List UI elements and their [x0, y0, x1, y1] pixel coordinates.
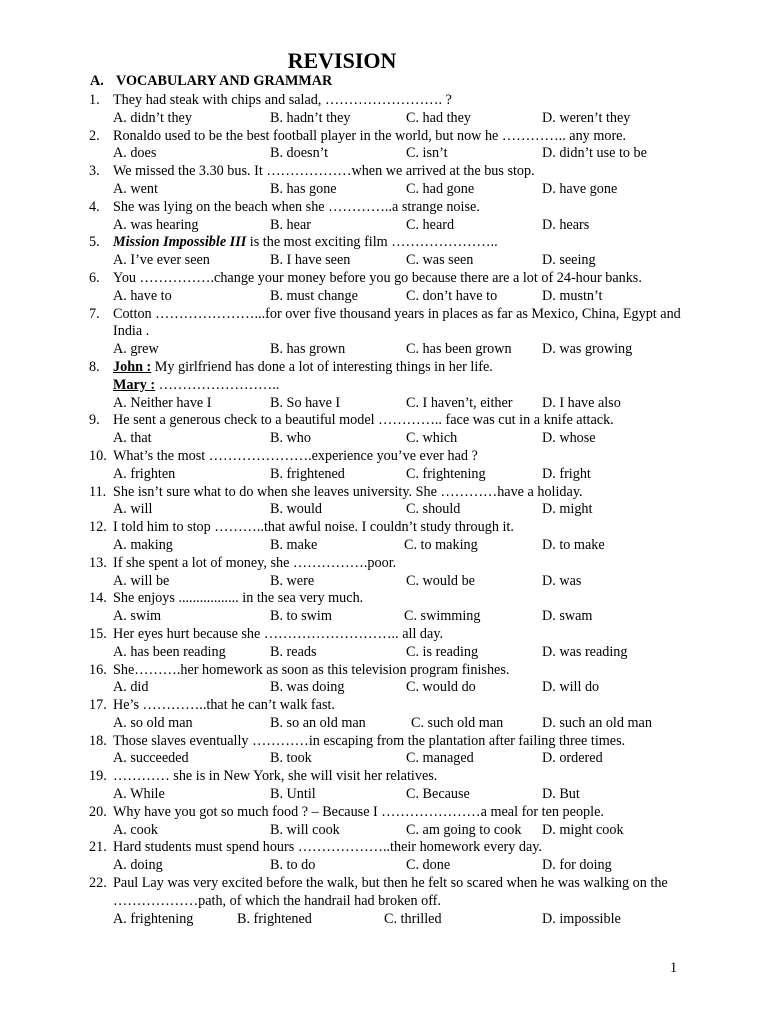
answer-options: [89, 466, 689, 484]
answer-option: C. heard: [406, 216, 455, 233]
question-text: [113, 199, 689, 217]
answer-option: A. have to: [113, 287, 172, 304]
question-text-body: If she spent a lot of money, she …………….poor.: [113, 554, 397, 571]
answer-option: A. frightening: [113, 910, 194, 927]
answer-option: B. would: [270, 501, 323, 518]
answer-options: [89, 252, 689, 270]
question-text-body: She isn’t sure what to do when she leaves university. She …………have a holiday.: [113, 483, 583, 500]
answer-option: A. swim: [113, 608, 162, 625]
question-item: [89, 270, 689, 306]
emphasized-title: Mission Impossible III: [113, 234, 247, 251]
question-item: [89, 448, 689, 484]
answer-option: D. hears: [542, 216, 590, 233]
answer-option: B. must change: [270, 287, 358, 304]
answer-option: A. did: [113, 679, 149, 696]
question-item: [89, 92, 689, 128]
answer-option: D. impossible: [542, 910, 621, 927]
answer-option: D. might: [542, 501, 593, 518]
question-text-body: Those slaves eventually …………in escaping from the plantation after failing three times.: [113, 732, 626, 749]
answer-option: A. While: [113, 786, 165, 803]
question-text-body: Why have you got so much food ? – Because I …………………a meal for ten people.: [113, 803, 604, 820]
question-text: [113, 92, 689, 110]
answer-options: [89, 679, 689, 697]
answer-options: [89, 430, 689, 448]
answer-option: A. was hearing: [113, 216, 199, 233]
question-number: 20.: [89, 803, 107, 820]
question-item: [89, 804, 689, 840]
question-number: 10.: [89, 447, 107, 464]
question-text: [113, 555, 689, 573]
question-row: [89, 875, 689, 911]
answer-options: [89, 715, 689, 733]
answer-option: C. frightening: [406, 465, 486, 482]
answer-option: D. I have also: [542, 394, 621, 411]
question-text: [113, 128, 689, 146]
answer-option: A. making: [113, 536, 173, 553]
question-number: 2.: [89, 127, 100, 144]
question-text: [113, 697, 689, 715]
answer-option: A. doing: [113, 857, 163, 874]
answer-option: D. such an old man: [542, 714, 652, 731]
answer-option: C. is reading: [406, 643, 479, 660]
question-row: [89, 662, 689, 680]
question-row: [89, 234, 689, 252]
question-text-body: They had steak with chips and salad, ……………………. ?: [113, 92, 452, 108]
question-item: [89, 412, 689, 448]
answer-option: A. will: [113, 501, 153, 518]
answer-option: B. hear: [270, 216, 311, 233]
answer-option: A. has been reading: [113, 643, 226, 660]
question-row: [89, 448, 689, 466]
question-row: [89, 697, 689, 715]
answer-option: B. so an old man: [270, 714, 366, 731]
question-number: 6.: [89, 269, 100, 286]
answer-option: B. will cook: [270, 821, 340, 838]
question-number: 1.: [89, 92, 100, 108]
answer-option: C. which: [406, 430, 458, 447]
answer-option: A. succeeded: [113, 750, 189, 767]
answer-option: A. will be: [113, 572, 170, 589]
answer-option: D. But: [542, 786, 580, 803]
question-item: [89, 128, 689, 164]
question-list: [89, 92, 689, 928]
question-number: 12.: [89, 519, 107, 536]
question-text: [113, 839, 689, 857]
answer-option: A. does: [113, 145, 157, 162]
question-text: [113, 412, 689, 430]
answer-option: A. that: [113, 430, 152, 447]
question-text: [113, 590, 689, 608]
answer-option: D. weren’t they: [542, 109, 631, 126]
question-item: [89, 839, 689, 875]
answer-option: C. had gone: [406, 180, 475, 197]
answer-option: B. has gone: [270, 180, 337, 197]
question-item: [89, 768, 689, 804]
question-text-body: Cotton …………………...for over five thousand years in places as far as Mexico, China, Egypt and India .: [113, 305, 681, 340]
question-text-body: Paul Lay was very excited before the walk, but then he felt so scared when he was walking on the ………………path, of which the handrail had broken off.: [113, 875, 668, 909]
page-title: REVISION: [287, 48, 397, 73]
question-text: [113, 234, 689, 252]
page-number: 1: [670, 960, 678, 976]
question-item: [89, 234, 689, 270]
answer-option: C. would do: [406, 679, 476, 696]
answer-option: A. didn’t they: [113, 109, 192, 126]
answer-option: D. was reading: [542, 643, 628, 660]
question-item: [89, 626, 689, 662]
question-text-body: Hard students must spend hours ………………..their homework every day.: [113, 839, 542, 856]
dialog-line-text: My girlfriend has done a lot of interesting things in her life.: [151, 358, 493, 375]
answer-option: C. has been grown: [406, 341, 512, 358]
answer-option: C. isn’t: [406, 145, 448, 162]
question-text-body: You …………….change your money before you go because there are a lot of 24-hour banks.: [113, 269, 642, 286]
question-number: 22.: [89, 875, 107, 892]
answer-option: B. were: [270, 572, 315, 589]
answer-option: C. would be: [406, 572, 475, 589]
question-number: 7.: [89, 305, 100, 322]
question-text: [113, 163, 689, 181]
answer-option: B. Until: [270, 786, 316, 803]
answer-option: B. frightened: [237, 910, 312, 927]
answer-option: D. didn’t use to be: [542, 145, 647, 162]
dialog-speaker: Mary :: [113, 376, 156, 393]
question-row: [89, 590, 689, 608]
section-heading: [90, 73, 332, 91]
dialog-line-text: ……………………..: [155, 376, 280, 393]
answer-option: D. swam: [542, 608, 593, 625]
question-item: [89, 662, 689, 698]
answer-option: C. managed: [406, 750, 474, 767]
answer-option: A. frighten: [113, 465, 176, 482]
section-letter: A.: [90, 73, 104, 89]
answer-option: D. was growing: [542, 341, 633, 358]
answer-option: B. to do: [270, 857, 316, 874]
question-item: [89, 875, 689, 928]
answer-options: [89, 608, 689, 626]
question-row: [89, 359, 689, 377]
question-text-body: Her eyes hurt because she ……………………….. all day.: [113, 625, 444, 642]
question-row: [89, 128, 689, 146]
answer-options: [89, 822, 689, 840]
question-row: [89, 306, 689, 342]
answer-option: B. hadn’t they: [270, 109, 351, 126]
answer-option: D. mustn’t: [542, 287, 603, 304]
answer-option: D. to make: [542, 536, 605, 553]
question-row: [89, 804, 689, 822]
question-number: 4.: [89, 198, 100, 215]
question-item: [89, 733, 689, 769]
answer-options: [89, 395, 689, 413]
answer-options: [89, 537, 689, 555]
answer-option: D. might cook: [542, 821, 624, 838]
question-text: [113, 519, 689, 537]
question-number: 8.: [89, 358, 100, 375]
answer-option: C. Because: [406, 786, 470, 803]
answer-option: A. Neither have I: [113, 394, 212, 411]
question-number: 3.: [89, 163, 100, 180]
question-row: [89, 412, 689, 430]
question-text: [113, 448, 689, 466]
question-item: [89, 359, 689, 412]
question-text-body: What’s the most ………………….experience you’ve ever had ?: [113, 447, 478, 464]
question-row: [89, 92, 689, 110]
question-row: [89, 839, 689, 857]
question-text: [113, 733, 689, 751]
question-item: [89, 697, 689, 733]
question-row: [89, 555, 689, 573]
question-number: 5.: [89, 234, 100, 251]
question-number: 21.: [89, 839, 107, 856]
question-text-body: is the most exciting film …………………..: [246, 234, 498, 251]
answer-options: [89, 341, 689, 359]
question-row: [89, 733, 689, 751]
question-text-body: ………… she is in New York, she will visit her relatives.: [113, 768, 438, 785]
question-row: [89, 626, 689, 644]
question-text-body: I told him to stop ………..that awful noise. I couldn’t study through it.: [113, 519, 514, 536]
answer-option: B. was doing: [270, 679, 345, 696]
answer-option: B. doesn’t: [270, 145, 329, 162]
question-item: [89, 590, 689, 626]
answer-option: B. took: [270, 750, 312, 767]
answer-option: C. don’t have to: [406, 287, 498, 304]
question-text: [113, 359, 689, 377]
question-number: 16.: [89, 661, 107, 678]
question-number: 14.: [89, 590, 107, 607]
answer-option: B. to swim: [270, 608, 332, 625]
answer-options: [89, 501, 689, 519]
answer-options: [89, 786, 689, 804]
answer-option: D. fright: [542, 465, 591, 482]
question-row: [89, 270, 689, 288]
question-text: [113, 484, 689, 502]
question-text: [113, 662, 689, 680]
question-text: [113, 270, 689, 288]
question-number: 11.: [89, 483, 107, 500]
question-row: [89, 199, 689, 217]
answer-option: B. reads: [270, 643, 317, 660]
answer-option: D. will do: [542, 679, 600, 696]
answer-option: B. make: [270, 536, 318, 553]
question-text: [113, 768, 689, 786]
answer-option: D. ordered: [542, 750, 603, 767]
question-item: [89, 163, 689, 199]
question-text: [113, 875, 689, 911]
answer-option: B. I have seen: [270, 252, 351, 269]
dialog-line: [89, 377, 689, 395]
answer-options: [89, 181, 689, 199]
answer-options: [89, 110, 689, 128]
answer-option: B. frightened: [270, 465, 345, 482]
answer-option: D. have gone: [542, 180, 618, 197]
question-row: [89, 768, 689, 786]
question-item: [89, 306, 689, 359]
question-row: [89, 484, 689, 502]
answer-options: [89, 857, 689, 875]
answer-options: [89, 288, 689, 306]
question-item: [89, 519, 689, 555]
question-text: [113, 804, 689, 822]
answer-option: C. am going to cook: [406, 821, 522, 838]
dialog-speaker: John :: [113, 358, 152, 375]
answer-option: D. for doing: [542, 857, 612, 874]
answer-option: C. done: [406, 857, 451, 874]
answer-option: D. seeing: [542, 252, 596, 269]
question-text: [113, 626, 689, 644]
answer-option: D. was: [542, 572, 582, 589]
question-number: 9.: [89, 412, 100, 429]
question-text-body: He sent a generous check to a beautiful model ………….. face was cut in a knife attack.: [113, 412, 614, 429]
question-text-body: We missed the 3.30 bus. It ………………when we arrived at the bus stop.: [113, 163, 535, 180]
question-item: [89, 555, 689, 591]
answer-option: A. went: [113, 180, 158, 197]
answer-option: A. so old man: [113, 714, 193, 731]
question-number: 19.: [89, 768, 107, 785]
answer-option: C. to making: [404, 536, 478, 553]
question-row: [89, 163, 689, 181]
question-text-body: Ronaldo used to be the best football player in the world, but now he ………….. any more.: [113, 127, 627, 144]
question-number: 18.: [89, 732, 107, 749]
answer-options: [89, 217, 689, 235]
question-number: 13.: [89, 554, 107, 571]
question-text: [113, 306, 689, 342]
question-text-body: He’s …………..that he can’t walk fast.: [113, 697, 335, 714]
answer-options: [89, 573, 689, 591]
answer-option: C. was seen: [406, 252, 474, 269]
answer-option: C. had they: [406, 109, 472, 126]
section-title: VOCABULARY AND GRAMMAR: [116, 73, 333, 89]
question-number: 17.: [89, 697, 107, 714]
answer-option: C. such old man: [411, 714, 504, 731]
question-item: [89, 484, 689, 520]
answer-options: [89, 750, 689, 768]
answer-option: C. I haven’t, either: [406, 394, 513, 411]
question-row: [89, 519, 689, 537]
answer-options: [89, 911, 689, 929]
answer-option: D. whose: [542, 430, 596, 447]
answer-option: B. So have I: [270, 394, 341, 411]
answer-option: A. cook: [113, 821, 158, 838]
question-number: 15.: [89, 625, 107, 642]
answer-option: A. I’ve ever seen: [113, 252, 210, 269]
answer-option: B. has grown: [270, 341, 346, 358]
question-item: [89, 199, 689, 235]
answer-option: C. should: [406, 501, 461, 518]
answer-option: A. grew: [113, 341, 159, 358]
answer-option: B. who: [270, 430, 311, 447]
answer-options: [89, 644, 689, 662]
question-text-body: She enjoys ................. in the sea very much.: [113, 590, 364, 607]
question-text-body: She was lying on the beach when she …………..a strange noise.: [113, 198, 480, 215]
answer-option: C. swimming: [404, 608, 481, 625]
answer-option: C. thrilled: [384, 910, 442, 927]
question-text-body: She……….her homework as soon as this television program finishes.: [113, 661, 510, 678]
answer-options: [89, 145, 689, 163]
